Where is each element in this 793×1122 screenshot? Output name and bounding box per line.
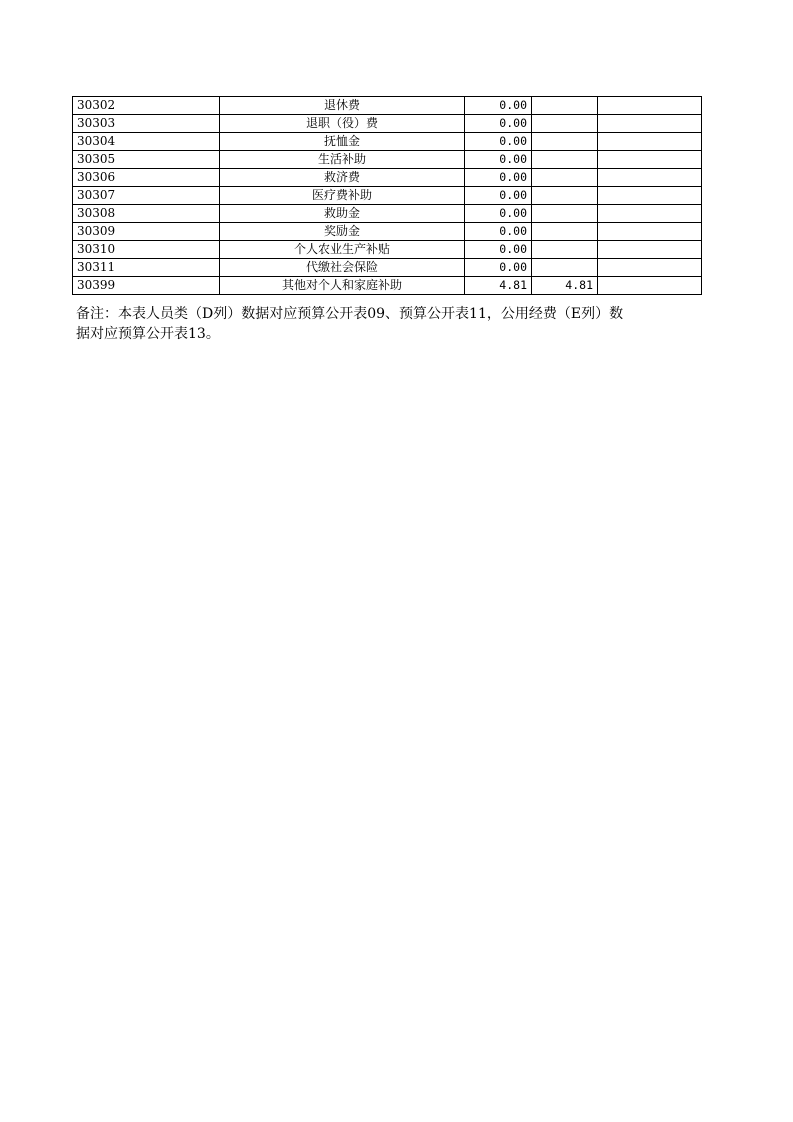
cell-public-amount — [532, 187, 598, 205]
table-body — [73, 97, 702, 295]
cell-code: 30305 — [73, 151, 220, 169]
expenditure-table — [72, 96, 702, 295]
cell-blank — [598, 223, 702, 241]
cell-name: 个人农业生产补贴 — [220, 241, 465, 259]
cell-blank — [598, 97, 702, 115]
table-row — [73, 241, 702, 259]
cell-personnel-amount: 0.00 — [465, 187, 532, 205]
cell-personnel-amount: 0.00 — [465, 133, 532, 151]
cell-personnel-amount: 0.00 — [465, 205, 532, 223]
cell-name: 其他对个人和家庭补助 — [220, 277, 465, 295]
table-row — [73, 277, 702, 295]
cell-public-amount — [532, 205, 598, 223]
cell-name: 抚恤金 — [220, 133, 465, 151]
cell-personnel-amount: 0.00 — [465, 97, 532, 115]
cell-public-amount — [532, 241, 598, 259]
cell-personnel-amount: 0.00 — [465, 151, 532, 169]
cell-blank — [598, 187, 702, 205]
cell-personnel-amount: 0.00 — [465, 115, 532, 133]
cell-public-amount — [532, 151, 598, 169]
cell-personnel-amount: 0.00 — [465, 259, 532, 277]
table-row — [73, 133, 702, 151]
cell-personnel-amount: 0.00 — [465, 169, 532, 187]
table-row — [73, 115, 702, 133]
cell-code: 30302 — [73, 97, 220, 115]
cell-public-amount — [532, 169, 598, 187]
cell-blank — [598, 277, 702, 295]
table-row — [73, 151, 702, 169]
cell-blank — [598, 241, 702, 259]
cell-blank — [598, 169, 702, 187]
cell-code: 30304 — [73, 133, 220, 151]
cell-blank — [598, 133, 702, 151]
cell-public-amount — [532, 223, 598, 241]
cell-blank — [598, 115, 702, 133]
table-row — [73, 187, 702, 205]
cell-blank — [598, 151, 702, 169]
table-row — [73, 223, 702, 241]
cell-personnel-amount: 0.00 — [465, 223, 532, 241]
table-row — [73, 259, 702, 277]
cell-name: 奖励金 — [220, 223, 465, 241]
table-row — [73, 205, 702, 223]
table-row — [73, 97, 702, 115]
cell-code: 30303 — [73, 115, 220, 133]
cell-public-amount — [532, 115, 598, 133]
remark-line-2: 据对应预算公开表13。 — [76, 326, 220, 342]
cell-name: 退休费 — [220, 97, 465, 115]
cell-name: 救济费 — [220, 169, 465, 187]
cell-blank — [598, 205, 702, 223]
cell-public-amount: 4.81 — [532, 277, 598, 295]
cell-name: 代缴社会保险 — [220, 259, 465, 277]
cell-code: 30306 — [73, 169, 220, 187]
cell-name: 退职（役）费 — [220, 115, 465, 133]
cell-public-amount — [532, 133, 598, 151]
cell-public-amount — [532, 97, 598, 115]
cell-name: 救助金 — [220, 205, 465, 223]
cell-code: 30309 — [73, 223, 220, 241]
cell-code: 30307 — [73, 187, 220, 205]
cell-code: 30311 — [73, 259, 220, 277]
table-row — [73, 169, 702, 187]
remark-line-1: 备注：本表人员类（D列）数据对应预算公开表09、预算公开表11，公用经费（E列）数 — [76, 306, 624, 322]
cell-blank — [598, 259, 702, 277]
cell-code: 30310 — [73, 241, 220, 259]
cell-code: 30308 — [73, 205, 220, 223]
cell-personnel-amount: 4.81 — [465, 277, 532, 295]
cell-code: 30399 — [73, 277, 220, 295]
remark-note — [76, 304, 716, 344]
cell-public-amount — [532, 259, 598, 277]
cell-name: 生活补助 — [220, 151, 465, 169]
cell-name: 医疗费补助 — [220, 187, 465, 205]
cell-personnel-amount: 0.00 — [465, 241, 532, 259]
